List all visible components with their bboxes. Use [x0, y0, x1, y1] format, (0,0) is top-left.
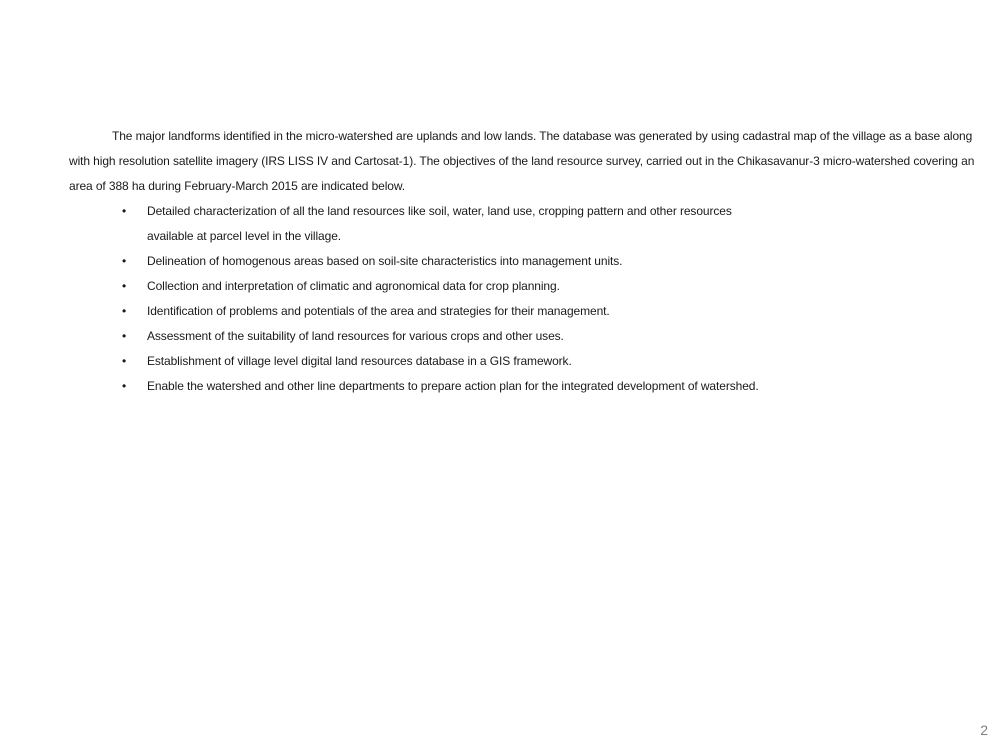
bullet-icon: • [121, 204, 127, 218]
list-item [69, 324, 767, 349]
list-item-text: Detailed characterization of all the land resources like soil, water, land use, cropping pattern and other resources available at parcel level in the village. [147, 204, 732, 243]
list-item-text: Identification of problems and potentials of the area and strategies for their management. [147, 304, 610, 318]
list-item [69, 199, 767, 249]
list-item-text: Assessment of the suitability of land resources for various crops and other uses. [147, 329, 564, 343]
list-item [69, 299, 767, 324]
page-number: 2 [980, 722, 988, 738]
bullet-icon: • [121, 279, 127, 293]
bullet-icon: • [121, 354, 127, 368]
list-item-text: Delineation of homogenous areas based on soil-site characteristics into management units. [147, 254, 623, 268]
objectives-list [69, 199, 969, 399]
intro-paragraph [69, 124, 989, 199]
bullet-icon: • [121, 329, 127, 343]
list-item [69, 274, 767, 299]
list-item-text: Establishment of village level digital land resources database in a GIS framework. [147, 354, 572, 368]
list-item-text: Enable the watershed and other line departments to prepare action plan for the integrated development of watershed. [147, 379, 759, 393]
intro-paragraph-text: The major landforms identified in the micro-watershed are uplands and low lands. The database was generated by using cadastral map of the village as a base along with high resolution satellite imagery (IRS LISS IV and Cartosat-1). The objectives of the land resource survey, carried out in the Chikasavanur-3 micro-watershed covering an area of 388 ha during February-March 2015 are indicated below. [69, 129, 975, 193]
bullet-icon: • [121, 304, 127, 318]
bullet-icon: • [121, 379, 127, 393]
list-item [69, 374, 767, 399]
list-item-text: Collection and interpretation of climatic and agronomical data for crop planning. [147, 279, 560, 293]
bullet-icon: • [121, 254, 127, 268]
list-item [69, 249, 767, 274]
list-item [69, 349, 767, 374]
